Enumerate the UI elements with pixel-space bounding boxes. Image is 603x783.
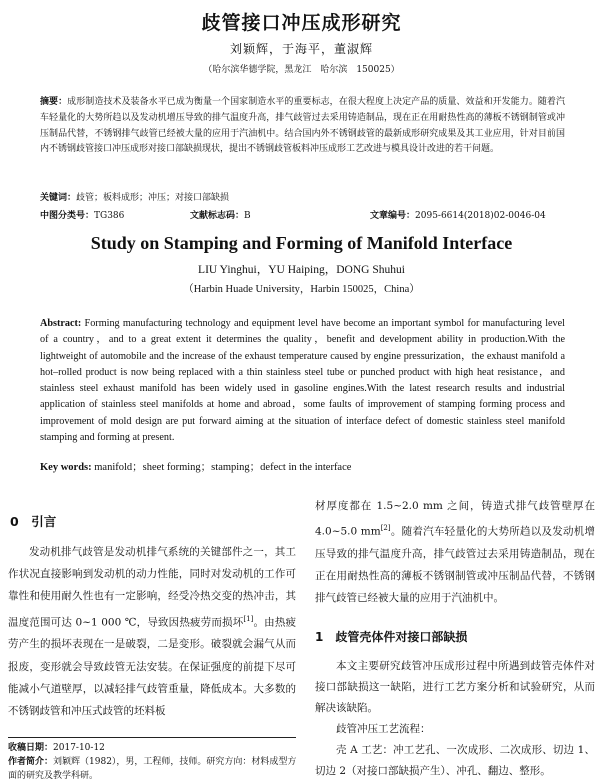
author-bio: 作者简介：刘颖辉（1982），男，工程师，技师。研究方向：材料成型方面的研究及教学科研。 <box>8 757 297 781</box>
right-column-continuation <box>315 495 595 610</box>
chinese-abstract <box>40 95 565 158</box>
process-flow-label: 歧管冲压工艺流程： <box>336 723 431 735</box>
english-abstract-text: Forming manufacturing technology and equipment level have become an important symbol for manufacturing level of a country，and to a great extent it determines the quality，benefit and development ability in production.With the lightweight of automobile and the increase of the exhaust temperature caused by engine pressurization，the exhaust manifold a hot–rolled product is now being replaced with a thin stainless steel tube or punched product with high heat resistance，and stainless steel exhaust manifold has been widely used in gasoline engines.With the latest research results and industrial application of stainless steel manifolds at home and abroad，some faults of improvement of stamping forming process and improvement of mold design are put forward aiming at the situation of interface defect of domestic stainless steel manifold stamping and forming at present. <box>40 318 565 444</box>
footnote-divider <box>8 737 296 738</box>
section-0-body <box>8 541 296 722</box>
chinese-keywords-label: 关键词： <box>40 193 77 203</box>
english-affiliation: （Harbin Huade University，Harbin 150025，China） <box>183 284 420 295</box>
footnotes <box>8 741 298 783</box>
shell-a-process: 壳 A 工艺：冲工艺孔、一次成形、二次成形、切边 1、切边 2（对接口部缺损产生）、冲孔、翻边、整形。 <box>315 744 595 777</box>
intro-paragraph: 发动机排气歧管是发动机排气系统的关键部件之一，其工作状况直接影响到发动机的动力性能，同时对发动机的工作可靠性和使用耐久性也有一定影响，经受冷热交变的热冲击，其温度范围可达 0~1 000 ℃，导致因热疲劳而损坏[1]。由热疲劳产生的损坏表现在一是破裂，二是变形。破裂就会漏气从而报废，变形就会导致歧管无法安装。在保证强度的前提下尽可能减小气道壁厚，以减轻排气歧管重量，降低成本。大多数的不锈钢歧管和冲压式歧管的坯料板 <box>8 546 296 717</box>
citation-1: [1] <box>243 614 254 623</box>
english-abstract-label: Abstract: <box>40 318 82 329</box>
chinese-abstract-text: 成形制造技术及装备水平已成为衡量一个国家制造水平的重要标志，在很大程度上决定产品的质量、效益和开发能力。随着汽车轻量化的大势所趋以及发动机增压导致的排气温度升高，排气歧管过去采用铸造制品，现在正在用耐热性高的薄板不锈钢制管或冲压制品代替，不锈钢排气歧管已经被大量的应用于汽油机中。结合国内外不锈钢歧管的最新成形研究成果及其工业应用，针对目前国内不锈钢歧管接口冲压成形对接口部缺损现状，提出不锈钢歧管板料冲压成形工艺改进与模具设计改进的若干问题。 <box>40 97 565 155</box>
chinese-authors: 刘颖辉，于海平，董淑辉 <box>229 42 373 56</box>
section-0-heading: 0 引言 <box>10 514 57 529</box>
clc-number: 中图分类号：TG386 <box>40 211 125 221</box>
english-abstract <box>40 316 565 446</box>
chinese-keywords-text: 歧管；板料成形；冲压；对接口部缺损 <box>76 193 230 203</box>
document-code: 文献标志码：B <box>190 211 251 221</box>
section-1-body <box>315 656 595 782</box>
english-authors: LIU Yinghui，YU Haiping，DONG Shuhui <box>198 264 405 276</box>
english-keywords <box>40 459 351 474</box>
chinese-affiliation: （哈尔滨华德学院，黑龙江 哈尔滨 150025） <box>203 65 400 75</box>
english-title: Study on Stamping and Forming of Manifold Interface <box>90 233 513 253</box>
section-1-paragraph: 本文主要研究歧管冲压成形过程中所遇到歧管壳体件对接口部缺损这一缺陷，进行工艺方案分析和试验研究，从而解决该缺陷。 <box>315 660 595 714</box>
english-keywords-text: manifold；sheet forming；stamping；defect in the interface <box>91 462 352 473</box>
chinese-title: 歧管接口冲压成形研究 <box>201 12 402 34</box>
chinese-keywords <box>40 190 229 203</box>
continued-paragraph: 材厚度都在 1.5~2.0 mm 之间，铸造式排气歧管壁厚在 4.0~5.0 mm[2]。随着汽车轻量化的大势所趋以及发动机增压导致的排气温度升高，排气歧管过去采用铸造制品，现在正在用耐热性高的薄板不锈钢制管或冲压制品代替，不锈钢排气歧管已经被大量的应用于汽油机中。 <box>315 500 595 605</box>
english-keywords-label: Key words: <box>40 462 92 473</box>
received-date: 收稿日期：2017-10-12 <box>8 743 105 753</box>
citation-2: [2] <box>380 524 391 533</box>
article-number: 文章编号：2095-6614(2018)02-0046-04 <box>370 211 546 221</box>
section-1-heading: 1 歧管壳体件对接口部缺损 <box>315 630 468 644</box>
chinese-abstract-label: 摘要： <box>40 97 68 107</box>
